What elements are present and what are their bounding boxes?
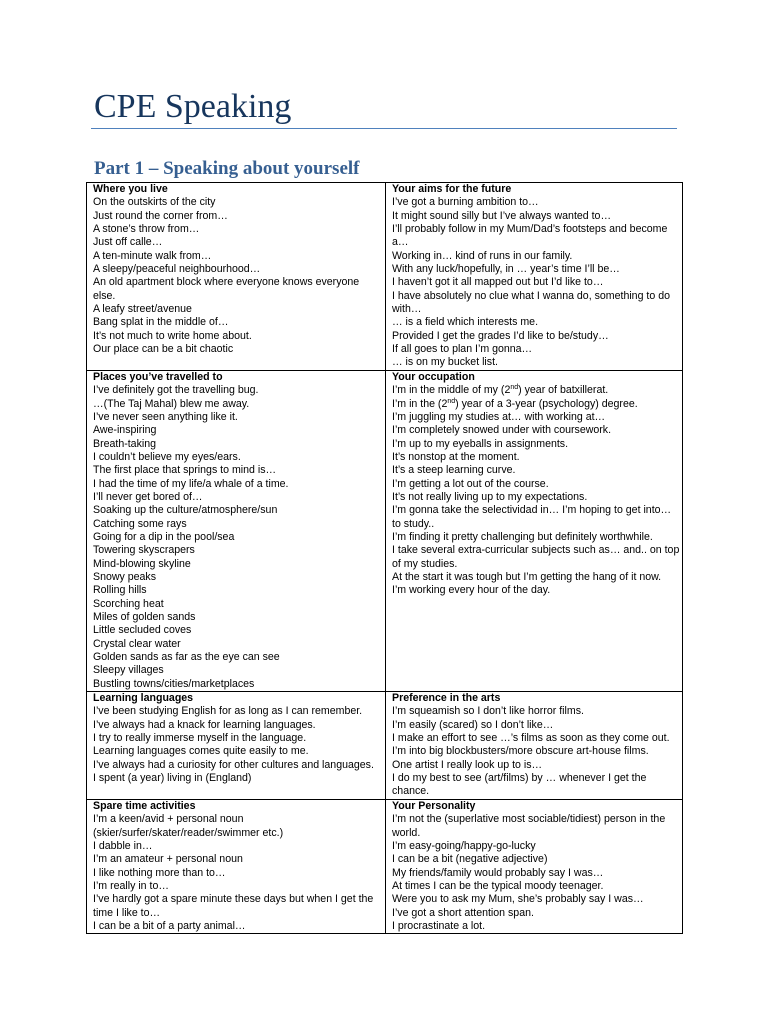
phrase-line: I can be a bit of a party animal…: [93, 919, 246, 932]
phrase-line: I’ll never get bored of…: [93, 490, 203, 503]
phrase-line: Provided I get the grades I’d like to be/study…: [392, 329, 609, 342]
phrase-list: [93, 384, 381, 691]
phrase-line: With any luck/hopefully, in … year’s time I’ll be…: [392, 263, 620, 276]
phrase-line: A leafy street/avenue: [93, 303, 192, 316]
phrase-line: I’m a keen/avid + personal noun: [93, 813, 244, 826]
phrase-line: I’m really in to…: [93, 879, 169, 892]
phrase-line: My friends/family would probably say I was…: [392, 866, 604, 879]
phrase-line: Working in… kind of runs in our family.: [392, 249, 573, 262]
phrase-line: I couldn’t believe my eyes/ears.: [93, 450, 241, 463]
table-row: [87, 370, 683, 691]
phrase-line: If all goes to plan I’m gonna…: [392, 343, 533, 356]
phrase-line: Sleepy villages: [93, 664, 164, 677]
topic-cell-places-travelled: [87, 370, 386, 691]
phrase-line: [392, 384, 678, 397]
phrase-line: I do my best to see (art/films) by … whenever I get the: [392, 772, 647, 785]
phrase-line: Scorching heat: [93, 597, 164, 610]
phrase-line: Soaking up the culture/atmosphere/sun: [93, 504, 278, 517]
phrase-line: I’m easy-going/happy-go-lucky: [392, 839, 536, 852]
phrase-line: I dabble in…: [93, 839, 153, 852]
phrases-table: [86, 182, 683, 934]
phrase-line: Catching some rays: [93, 517, 187, 530]
phrase-line: I’ve always had a curiosity for other cultures and languages.: [93, 758, 374, 771]
phrase-line: I’ve never seen anything like it.: [93, 410, 238, 423]
phrase-line: I’m juggling my studies at… with working at…: [392, 410, 606, 423]
phrase-line: It’s nonstop at the moment.: [392, 450, 520, 463]
phrase-line: I procrastinate a lot.: [392, 919, 486, 932]
phrase-line: Crystal clear water: [93, 637, 181, 650]
phrase-line: …(The Taj Mahal) blew me away.: [93, 397, 250, 410]
phrase-line: I make an effort to see …’s films as soon as they come out.: [392, 732, 670, 745]
topic-heading: Your occupation: [392, 370, 475, 383]
phrase-line: [392, 398, 678, 411]
phrase-list: [93, 705, 381, 785]
phrase-line: An old apartment block where everyone knows everyone: [93, 276, 360, 289]
phrase-list: [392, 705, 678, 798]
phrase-line: Learning languages comes quite easily to me.: [93, 745, 309, 758]
phrase-list: [392, 813, 678, 933]
phrase-line: Bang splat in the middle of…: [93, 316, 229, 329]
phrase-line: I haven’t got it all mapped out but I’d like to…: [392, 276, 604, 289]
phrase-segment: ) year of a 3-year (psychology) degree.: [455, 397, 638, 410]
phrase-line: I’m getting a lot out of the course.: [392, 477, 549, 490]
topic-heading: Spare time activities: [93, 799, 196, 812]
phrase-line: Mind-blowing skyline: [93, 557, 191, 570]
ordinal-suffix: nd: [510, 384, 519, 392]
title-underline: [91, 128, 677, 129]
phrase-list: [93, 813, 381, 933]
phrase-line: Our place can be a bit chaotic: [93, 343, 234, 356]
phrase-line: It might sound silly but I’ve always wanted to…: [392, 209, 612, 222]
phrase-line: Snowy peaks: [93, 570, 157, 583]
phrase-line: world.: [392, 826, 421, 839]
phrase-list: [93, 196, 381, 356]
phrase-line: I’ve hardly got a spare minute these days but when I get the: [93, 893, 374, 906]
phrase-line: with…: [392, 303, 422, 316]
phrase-line: I’m up to my eyeballs in assignments.: [392, 437, 569, 450]
phrase-line: I’m working every hour of the day.: [392, 584, 551, 597]
phrase-line: I take several extra-curricular subjects such as… and.. on top: [392, 544, 680, 557]
phrase-line: Were you to ask my Mum, she’s probably say I was…: [392, 893, 644, 906]
phrase-line: It’s not much to write home about.: [93, 329, 252, 342]
topic-cell-preference-in-the-arts: [386, 692, 683, 800]
phrase-line: One artist I really look up to is…: [392, 758, 543, 771]
phrase-line: I’ve definitely got the travelling bug.: [93, 384, 259, 397]
topic-heading: Learning languages: [93, 692, 194, 705]
phrase-line: Breath-taking: [93, 437, 157, 450]
phrase-line: I have absolutely no clue what I wanna do, something to do: [392, 289, 670, 302]
phrase-line: Going for a dip in the pool/sea: [93, 530, 235, 543]
table-row: [87, 183, 683, 371]
phrase-line: It’s not really living up to my expectations.: [392, 490, 588, 503]
phrase-line: Miles of golden sands: [93, 611, 196, 623]
phrase-line: At times I can be the typical moody teenager.: [392, 879, 604, 892]
topic-cell-where-you-live: [87, 183, 386, 371]
phrase-line: I’ve got a short attention span.: [392, 906, 534, 919]
phrase-line: Rolling hills: [93, 584, 147, 597]
phrase-line: I’m not the (superlative most sociable/tidiest) person in the: [392, 813, 666, 826]
phrase-list: [392, 384, 678, 598]
phrase-line: I’ll probably follow in my Mum/Dad’s footsteps and become: [392, 223, 668, 236]
phrase-line: of my studies.: [392, 557, 458, 570]
topic-heading: Your aims for the future: [392, 183, 512, 195]
phrase-line: I’ve been studying English for as long as I can remember.: [93, 705, 363, 718]
ordinal-suffix: nd: [447, 397, 456, 405]
phrase-line: I’m into big blockbusters/more obscure art-house films.: [392, 745, 649, 758]
phrase-line: Awe-inspiring: [93, 424, 157, 437]
topic-cell-learning-languages: [87, 692, 386, 800]
phrase-line: I’m easily (scared) so I don’t like…: [392, 718, 554, 731]
topic-cell-personality: [386, 799, 683, 933]
phrase-list: [392, 196, 678, 369]
table-row: [87, 692, 683, 800]
phrase-line: Just round the corner from…: [93, 209, 228, 222]
phrase-line: … is on my bucket list.: [392, 356, 498, 369]
phrase-line: A ten-minute walk from…: [93, 249, 212, 262]
topic-heading: Places you’ve travelled to: [93, 370, 223, 383]
phrase-line: On the outskirts of the city: [93, 196, 216, 209]
phrase-line: chance.: [392, 785, 430, 798]
topic-cell-aims-for-the-future: [386, 183, 683, 371]
table-body: [87, 183, 683, 934]
phrase-line: else.: [93, 289, 116, 302]
section-heading: Part 1 – Speaking about yourself: [94, 158, 360, 179]
table-row: [87, 799, 683, 933]
phrase-line: Towering skyscrapers: [93, 544, 195, 557]
phrase-line: It’s a steep learning curve.: [392, 464, 516, 477]
phrase-line: … is a field which interests me.: [392, 316, 539, 329]
phrase-segment: ) year of batxillerat.: [518, 384, 609, 397]
page-title: CPE Speaking: [94, 88, 292, 125]
phrase-line: to study..: [392, 517, 435, 530]
topic-heading: Where you live: [93, 183, 168, 195]
phrase-line: I’m an amateur + personal noun: [93, 853, 243, 866]
phrase-line: I’m finding it pretty challenging but definitely worthwhile.: [392, 530, 653, 543]
phrase-line: I can be a bit (negative adjective): [392, 853, 548, 866]
phrase-line: The first place that springs to mind is…: [93, 464, 277, 477]
phrase-line: I’ve always had a knack for learning languages.: [93, 718, 316, 731]
phrase-line: I spent (a year) living in (England): [93, 772, 252, 785]
phrase-line: I’m gonna take the selectividad in… I’m hoping to get into…: [392, 504, 672, 517]
phrase-line: I’m squeamish so I don’t like horror films.: [392, 705, 584, 718]
phrase-line: Just off calle…: [93, 236, 163, 249]
phrase-line: time I like to…: [93, 906, 161, 919]
phrase-segment: I’m in the middle of my (2: [392, 384, 511, 397]
phrase-line: a…: [392, 236, 409, 249]
phrase-line: Little secluded coves: [93, 624, 192, 637]
phrase-line: Golden sands as far as the eye can see: [93, 651, 280, 664]
phrase-line: A stone’s throw from…: [93, 223, 200, 236]
phrase-line: I’m completely snowed under with coursework.: [392, 424, 612, 437]
phrase-line: I try to really immerse myself in the language.: [93, 732, 307, 745]
topic-cell-spare-time-activities: [87, 799, 386, 933]
topic-heading: Preference in the arts: [392, 692, 501, 705]
phrase-line: I like nothing more than to…: [93, 866, 226, 879]
phrase-line: (skier/surfer/skater/reader/swimmer etc.): [93, 826, 284, 839]
topic-cell-occupation: [386, 370, 683, 691]
topic-heading: Your Personality: [392, 799, 476, 812]
phrase-line: At the start it was tough but I’m getting the hang of it now.: [392, 570, 662, 583]
phrase-line: I had the time of my life/a whale of a time.: [93, 477, 289, 490]
phrase-line: Bustling towns/cities/marketplaces: [93, 677, 255, 690]
phrase-segment: I’m in the (2: [392, 397, 448, 410]
phrase-line: A sleepy/peaceful neighbourhood…: [93, 263, 261, 276]
phrase-line: I’ve got a burning ambition to…: [392, 196, 539, 209]
